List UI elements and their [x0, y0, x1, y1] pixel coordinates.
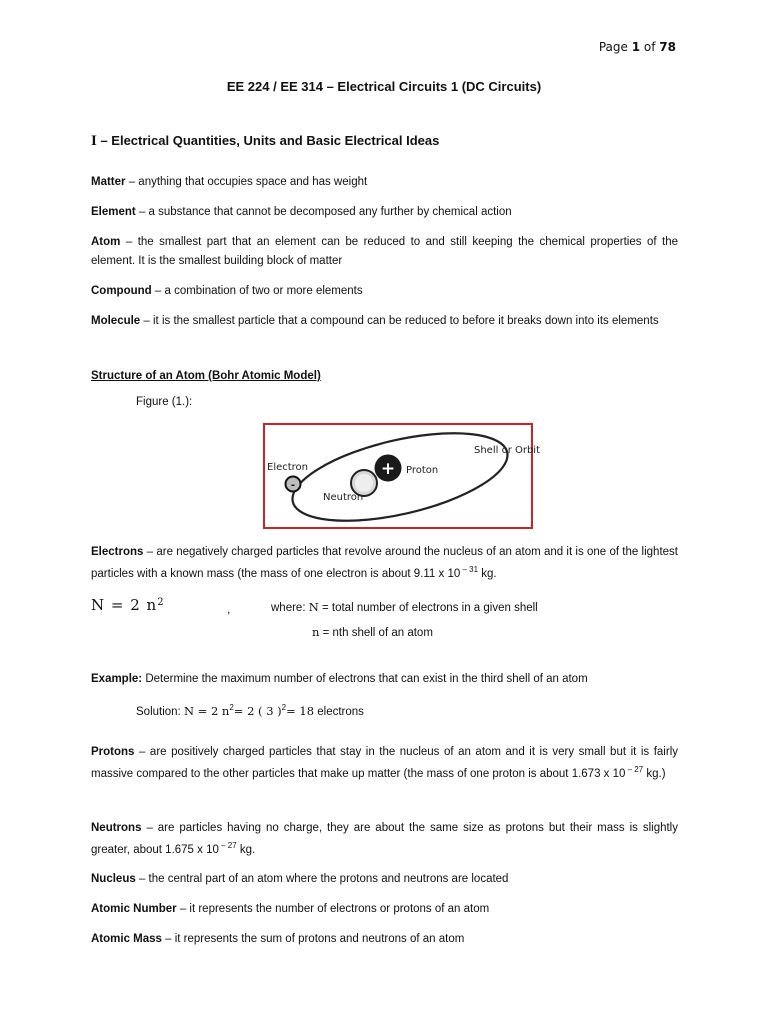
page-of: of: [643, 40, 656, 54]
neutron-highlight: [355, 474, 373, 492]
definition-compound: [91, 282, 678, 301]
term: Compound: [91, 285, 152, 297]
label-neutron: Neutron: [323, 492, 364, 503]
definition-atom: [91, 233, 678, 271]
label-electron: Electron: [267, 462, 309, 473]
where-label: where:: [271, 602, 309, 614]
definition-atomic-mass: [91, 930, 678, 949]
definition-electrons: [91, 541, 678, 585]
mass-unit: kg.): [643, 768, 666, 780]
term: Atomic Number: [91, 903, 177, 915]
subsection-heading: Structure of an Atom (Bohr Atomic Model): [91, 370, 321, 382]
definition-text: – the smallest part that an element can be reduced to and still keeping the chemical properties of the element. It is the smallest building block of matter: [91, 236, 678, 267]
example-text: Determine the maximum number of electrons that can exist in the third shell of an atom: [142, 673, 588, 685]
term: Electrons: [91, 546, 144, 558]
solution-math: N = 2 n: [183, 704, 230, 718]
solution-label: Solution:: [136, 706, 184, 718]
term: Matter: [91, 176, 126, 188]
definition-molecule: [91, 312, 678, 331]
formula-equals: =: [105, 596, 131, 614]
mass-value: 1.673: [571, 768, 601, 780]
definition-text: – are negatively charged particles that revolve around the nucleus of an atom and it is one of the lightest particles with a known mass (the mass of one electron is about: [91, 546, 678, 580]
atom-figure: [263, 423, 541, 529]
section-heading: [91, 133, 439, 150]
formula-comma: ,: [227, 602, 231, 616]
electron-symbol: -: [290, 480, 296, 491]
where-text: = total number of electrons in a given shell: [318, 602, 538, 614]
proton-symbol: +: [380, 459, 396, 479]
definition-text: – it represents the number of electrons or protons of an atom: [176, 903, 490, 915]
bohr-atom-diagram: [265, 425, 541, 527]
term: Atom: [91, 236, 121, 248]
section-roman: I: [91, 133, 97, 149]
definition-nucleus: [91, 870, 678, 889]
definition-text: – a combination of two or more elements: [151, 285, 363, 297]
formula-lhs: N: [91, 596, 106, 614]
document-title: EE 224 / EE 314 – Electrical Circuits 1 (DC Circuits): [226, 79, 542, 94]
example-solution: [136, 704, 364, 718]
page-label: Page: [598, 40, 628, 54]
formula-rhs: 2 n: [130, 596, 158, 614]
solution-exponent: 2: [229, 703, 234, 712]
mass-exponent: – 31: [460, 565, 479, 574]
page-number: [599, 40, 676, 54]
mass-base: x 10: [193, 844, 219, 856]
orbit-shell: [284, 416, 515, 538]
term: Nucleus: [91, 873, 136, 885]
solution-exponent: 2: [281, 703, 287, 712]
page-total: 78: [659, 40, 676, 54]
section-title: – Electrical Quantities, Units and Basic Electrical Ideas: [96, 133, 440, 148]
formula-where-N: [271, 600, 538, 614]
solution-math: = 18: [286, 704, 315, 718]
solution-unit: electrons: [314, 706, 364, 718]
definition-text: – anything that occupies space and has weight: [125, 176, 368, 188]
term: Molecule: [91, 315, 141, 327]
definition-element: [91, 203, 678, 222]
mass-exponent: – 27: [218, 841, 237, 850]
definition-neutrons: [91, 817, 678, 861]
label-proton: Proton: [406, 465, 439, 476]
where-symbol: N: [308, 600, 319, 614]
mass-unit: kg.: [236, 844, 256, 856]
definition-text: – are positively charged particles that stay in the nucleus of an atom and it is very small but it is fairly massive compared to the other particles that make up matter (the mass of one proton is about: [91, 746, 678, 780]
mass-unit: kg.: [478, 568, 497, 580]
definition-atomic-number: [91, 900, 678, 919]
formula-where-n: [312, 625, 433, 639]
where-symbol: n: [312, 625, 320, 639]
definition-text: – it is the smallest particle that a compound can be reduced to before it breaks down into its elements: [140, 315, 659, 327]
definition-text: – it represents the sum of protons and neutrons of an atom: [161, 933, 465, 945]
label-shell: Shell or Orbit: [474, 445, 541, 456]
definition-protons: [91, 741, 678, 785]
page-current: 1: [631, 40, 641, 54]
definition-matter: [91, 173, 678, 192]
definition-text: – the central part of an atom where the protons and neutrons are located: [135, 873, 509, 885]
term: Protons: [91, 746, 135, 758]
term: Atomic Mass: [91, 933, 162, 945]
mass-base: x 10: [435, 568, 461, 580]
mass-value: 9.11: [413, 568, 436, 580]
mass-value: 1.675: [165, 844, 194, 856]
mass-base: x 10: [600, 768, 626, 780]
definition-text: – a substance that cannot be decomposed any further by chemical action: [135, 206, 512, 218]
formula-exponent: 2: [157, 597, 165, 608]
figure-label: Figure (1.):: [136, 396, 193, 408]
example-label: Example:: [91, 673, 143, 685]
mass-exponent: – 27: [625, 765, 644, 774]
definition-text: – are particles having no charge, they are about the same size as protons but their mass is slightly greater, about: [91, 822, 678, 856]
shell-formula: [91, 596, 165, 614]
term: Element: [91, 206, 136, 218]
term: Neutrons: [91, 822, 142, 834]
solution-math: = 2 ( 3 ): [233, 704, 282, 718]
where-text: = nth shell of an atom: [319, 627, 433, 639]
example-paragraph: [91, 670, 678, 689]
